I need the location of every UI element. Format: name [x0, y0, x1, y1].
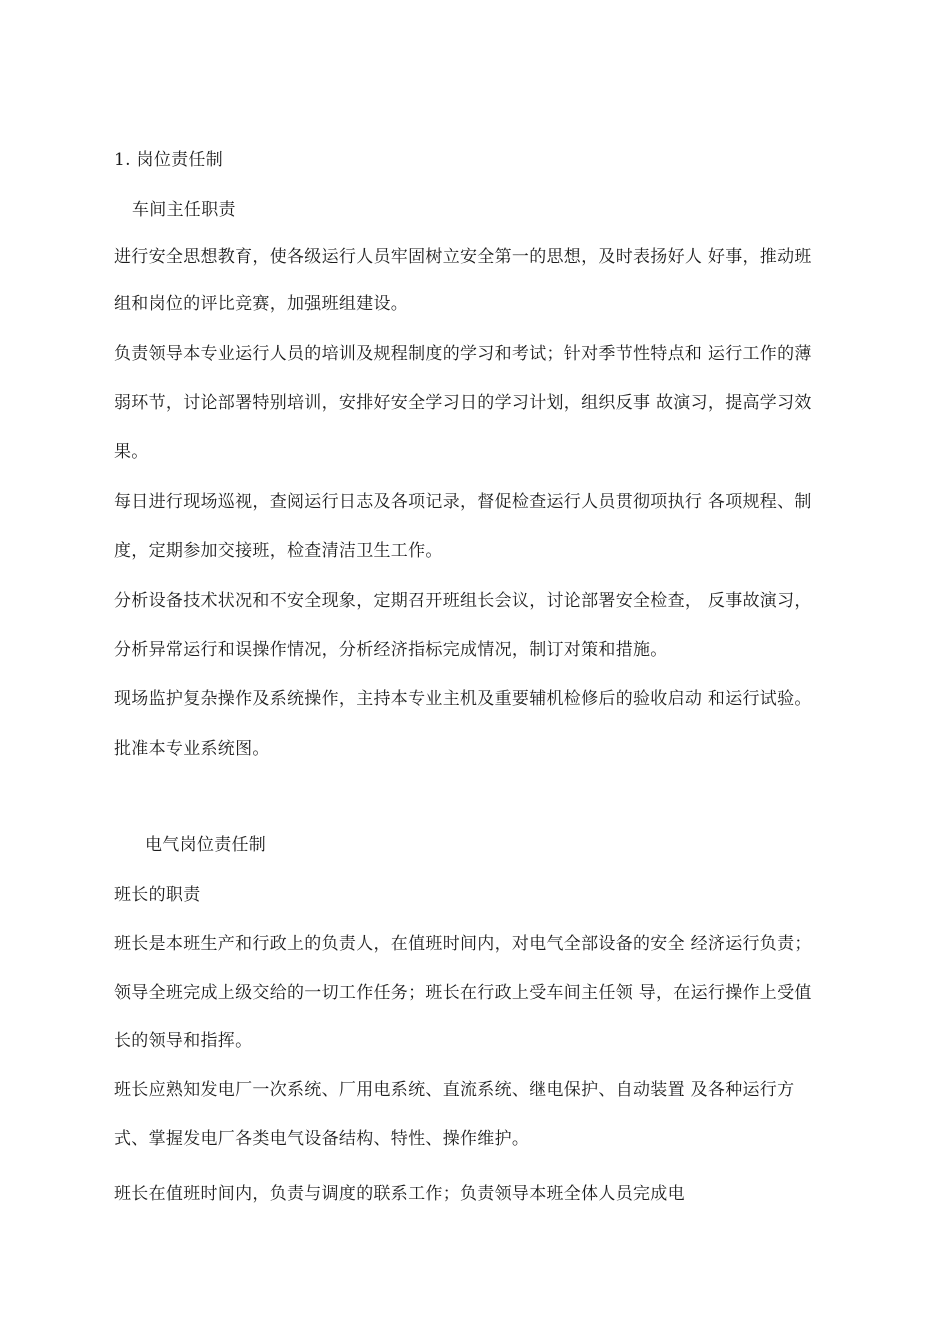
monitor-duty-line: 式、掌握发电厂各类电气设备结构、特性、操作维护。	[114, 1129, 530, 1149]
workshop-duty-line: 度，定期参加交接班，检查清洁卫生工作。	[114, 541, 443, 561]
monitor-duty-line: 领导全班完成上级交给的一切工作任务；班长在行政上受车间主任领 导，在运行操作上受值	[114, 983, 812, 1003]
workshop-duty-line: 弱环节，讨论部署特别培训，安排好安全学习日的学习计划，组织反事 故演习，提高学习效	[114, 393, 812, 413]
workshop-duty-line: 每日进行现场巡视，查阅运行日志及各项记录，督促检查运行人员贯彻项执行 各项规程、制	[114, 492, 812, 512]
workshop-duty-line: 分析异常运行和误操作情况，分析经济指标完成情况，制订对策和措施。	[114, 640, 668, 660]
workshop-duty-line: 负责领导本专业运行人员的培训及规程制度的学习和考试；针对季节性特点和 运行工作的薄	[114, 344, 812, 364]
section-title: 1. 岗位责任制	[114, 150, 224, 170]
monitor-duty-line: 长的领导和指挥。	[114, 1031, 253, 1051]
subsection-electrical: 电气岗位责任制	[145, 835, 267, 855]
workshop-duty-line: 果。	[114, 442, 149, 462]
monitor-duty-line: 班长应熟知发电厂一次系统、厂用电系统、直流系统、继电保护、自动装置 及各种运行方	[114, 1080, 795, 1100]
workshop-duty-line: 进行安全思想教育，使各级运行人员牢固树立安全第一的思想，及时表扬好人 好事，推动班	[114, 247, 812, 267]
monitor-heading: 班长的职责	[114, 885, 201, 905]
monitor-duty-line: 班长是本班生产和行政上的负责人，在值班时间内，对电气全部设备的安全 经济运行负责；	[114, 934, 812, 954]
monitor-duty-line: 班长在值班时间内，负责与调度的联系工作；负责领导本班全体人员完成电	[114, 1184, 685, 1204]
workshop-duty-line: 组和岗位的评比竞赛，加强班组建设。	[114, 294, 409, 314]
workshop-duty-line: 批准本专业系统图。	[114, 739, 270, 759]
workshop-duty-line: 现场监护复杂操作及系统操作，主持本专业主机及重要辅机检修后的验收启动 和运行试验。	[114, 689, 812, 709]
subsection-workshop-director: 车间主任职责	[132, 200, 236, 220]
workshop-duty-line: 分析设备技术状况和不安全现象，定期召开班组长会议，讨论部署安全检查， 反事故演习，	[114, 591, 812, 611]
